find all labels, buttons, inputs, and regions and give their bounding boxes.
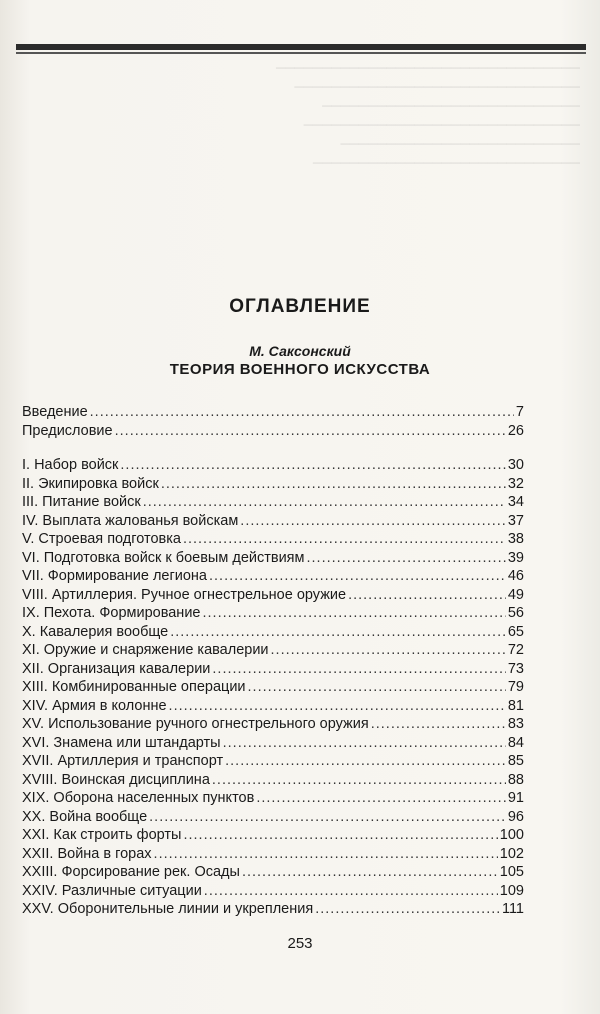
toc-entry[interactable] [22, 771, 524, 790]
toc-entry[interactable] [22, 752, 524, 771]
toc-entry-label: Введение [22, 404, 88, 420]
toc-entry-page: 26 [507, 422, 524, 439]
toc-entry[interactable] [22, 567, 524, 586]
dot-leader [212, 771, 506, 790]
toc-entry[interactable] [22, 475, 524, 494]
dot-leader [209, 567, 506, 586]
toc-entry-page: 32 [507, 475, 524, 492]
dot-leader [115, 422, 506, 441]
toc-entry[interactable] [22, 697, 524, 716]
dot-leader [170, 623, 506, 642]
dot-leader [90, 403, 514, 422]
dot-leader [202, 604, 505, 623]
dot-leader [154, 845, 498, 864]
toc-entry-label: XI. Оружие и снаряжение кавалерии [22, 642, 269, 658]
toc-entry-page: 91 [507, 790, 524, 806]
dot-leader [143, 493, 506, 512]
toc-entry-label: XIX. Оборона населенных пунктов [22, 790, 255, 806]
toc-entry-page: 100 [499, 827, 524, 843]
dot-leader [307, 549, 506, 568]
toc-entry-page: 7 [515, 404, 524, 420]
dot-leader [204, 882, 498, 901]
toc-entry[interactable] [22, 530, 524, 549]
dot-leader [271, 641, 506, 660]
toc-entry-page: 85 [507, 753, 524, 769]
toc-entry[interactable] [22, 623, 524, 642]
toc-entry[interactable] [22, 512, 524, 531]
toc-entry-label: X. Кавалерия вообще [22, 623, 169, 640]
toc-entry-page: 49 [507, 586, 524, 603]
toc-entry-label: XIII. Комбинированные операции [22, 679, 246, 695]
toc-entry-label: XXIII. Форсирование рек. Осады [22, 864, 240, 880]
toc-entry-label: XV. Использование ручного огнестрельного оружия [22, 716, 369, 732]
toc-entry[interactable] [22, 882, 524, 901]
toc-entry[interactable] [22, 715, 524, 734]
toc-entry-label: II. Экипировка войск [22, 475, 159, 492]
header-rule [16, 44, 586, 50]
toc-entry-label: Предисловие [22, 422, 113, 439]
dot-leader [242, 863, 498, 882]
toc-entry-label: XVII. Артиллерия и транспорт [22, 753, 224, 769]
dot-leader [348, 586, 506, 605]
page-number: 253 [287, 935, 313, 952]
toc-entry[interactable] [22, 900, 524, 919]
toc-entry-page: 105 [499, 864, 524, 880]
toc-entry-label: I. Набор войск [22, 457, 119, 473]
toc-entry[interactable] [22, 845, 524, 864]
toc-entry-label: IV. Выплата жалованья войскам [22, 512, 239, 529]
toc-entry-label: XX. Война вообще [22, 808, 148, 825]
toc-entry[interactable] [22, 493, 524, 512]
work-title: ТЕОРИЯ ВОЕННОГО ИСКУССТВА [169, 361, 431, 378]
toc-entry[interactable] [22, 808, 524, 827]
dot-leader [183, 826, 497, 845]
toc-entry-label: VIII. Артиллерия. Ручное огнестрельное оружие [22, 586, 347, 603]
toc-entry-label: XVIII. Воинская дисциплина [22, 771, 210, 788]
toc-entry-label: V. Строевая подготовка [22, 531, 181, 547]
toc-entry-page: 102 [499, 845, 524, 862]
toc-entry[interactable] [22, 789, 524, 808]
dot-leader [161, 475, 506, 494]
toc-entry[interactable] [22, 863, 524, 882]
dot-leader [169, 697, 506, 716]
toc-entry-page: 109 [499, 882, 524, 899]
toc-entry[interactable] [22, 678, 524, 697]
toc-entry[interactable] [22, 641, 524, 660]
header-rule-thin [16, 52, 586, 54]
dot-leader [183, 530, 506, 549]
toc-entry-page: 73 [507, 660, 524, 677]
dot-leader [225, 752, 506, 771]
toc-entry-label: VII. Формирование легиона [22, 568, 207, 584]
toc-entry-page: 96 [507, 808, 524, 825]
dot-leader [248, 678, 506, 697]
toc-entry-page: 65 [507, 623, 524, 640]
toc-entry-page: 88 [507, 771, 524, 788]
toc-entry-page: 34 [507, 494, 524, 510]
toc-entry-page: 72 [507, 642, 524, 658]
dot-leader [149, 808, 506, 827]
page-title: ОГЛАВЛЕНИЕ [229, 296, 371, 317]
toc-entry-page: 38 [507, 531, 524, 547]
toc-entry[interactable] [22, 660, 524, 679]
toc-entry-page: 30 [507, 457, 524, 473]
dot-leader [223, 734, 506, 753]
dot-leader [120, 456, 505, 475]
toc-entry-page: 79 [507, 679, 524, 695]
toc-entry-page: 84 [507, 734, 524, 751]
bleed-through-texture: ───────────────────────────────── ─────────────────────────────── ──────────────────────────── ────────────────────────────── ────────────────────────── ───────────────────────────── [276, 60, 580, 170]
dot-leader [256, 789, 506, 808]
toc-entry[interactable] [22, 403, 524, 422]
toc-entry-label: IX. Пехота. Формирование [22, 605, 201, 621]
toc-entry-page: 46 [507, 568, 524, 584]
toc-entry[interactable] [22, 422, 524, 441]
toc-entry[interactable] [22, 549, 524, 568]
toc-entry-page: 37 [507, 512, 524, 529]
toc-entry-label: XXI. Как строить форты [22, 827, 182, 843]
toc-entry-label: III. Питание войск [22, 494, 141, 510]
author-name: М. Саксонский [249, 343, 351, 359]
toc-entry-label: XXII. Война в горах [22, 845, 152, 862]
toc-entry-page: 56 [507, 605, 524, 621]
table-of-contents [22, 403, 524, 919]
toc-entry[interactable] [22, 734, 524, 753]
toc-entry[interactable] [22, 586, 524, 605]
toc-entry-label: XIV. Армия в колонне [22, 697, 167, 714]
toc-entry-page: 111 [501, 901, 524, 917]
dot-leader [240, 512, 506, 531]
dot-leader [212, 660, 505, 679]
toc-entry-label: VI. Подготовка войск к боевым действиям [22, 549, 305, 566]
toc-entry[interactable] [22, 826, 524, 845]
toc-entry[interactable] [22, 604, 524, 623]
toc-entry-page: 39 [507, 549, 524, 566]
toc-entry[interactable] [22, 456, 524, 475]
dot-leader [315, 900, 500, 919]
toc-entry-label: XVI. Знамена или штандарты [22, 734, 221, 751]
toc-entry-label: XXV. Оборонительные линии и укрепления [22, 901, 314, 917]
section-gap [22, 440, 524, 456]
toc-entry-label: XXIV. Различные ситуации [22, 882, 202, 899]
toc-entry-page: 83 [507, 716, 524, 732]
toc-entry-page: 81 [507, 697, 524, 714]
dot-leader [371, 715, 506, 734]
toc-entry-label: XII. Организация кавалерии [22, 660, 211, 677]
